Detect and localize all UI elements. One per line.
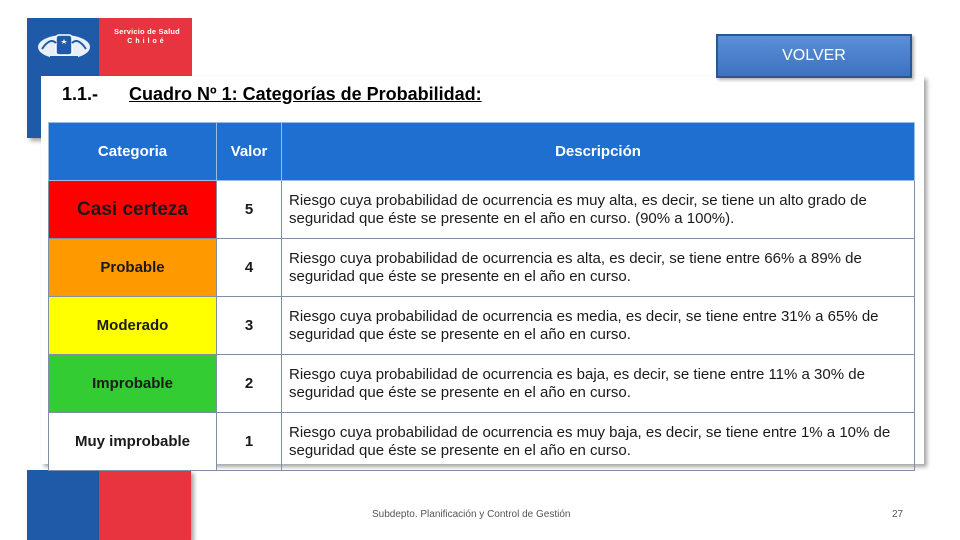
flag-blue-bottom — [27, 470, 99, 540]
value-cell: 5 — [217, 181, 282, 239]
flag-red-bottom — [99, 470, 191, 540]
category-cell: Improbable — [49, 355, 217, 413]
table-row — [49, 413, 915, 471]
logo-line-1: Servicio de Salud — [114, 27, 180, 36]
value-cell: 3 — [217, 297, 282, 355]
category-cell: Casi certeza — [49, 181, 217, 239]
logo-text — [104, 27, 190, 47]
description-cell: Riesgo cuya probabilidad de ocurrencia es muy alta, es decir, se tiene un alto grado de seguridad que éste se presente en el año en curso. (90% a 100%). — [282, 181, 915, 239]
coat-of-arms-icon — [36, 27, 92, 63]
table-row — [49, 239, 915, 297]
probability-table — [48, 122, 915, 471]
header-categoria: Categoria — [49, 123, 217, 181]
description-cell: Riesgo cuya probabilidad de ocurrencia es alta, es decir, se tiene entre 66% a 89% de seguridad que éste se presente en el año en curso. — [282, 239, 915, 297]
table-row — [49, 297, 915, 355]
category-cell: Muy improbable — [49, 413, 217, 471]
description-cell: Riesgo cuya probabilidad de ocurrencia es muy baja, es decir, se tiene entre 1% a 10% de seguridad que éste se presente en el año en curso. — [282, 413, 915, 471]
page-heading — [62, 84, 482, 105]
category-cell: Moderado — [49, 297, 217, 355]
description-cell: Riesgo cuya probabilidad de ocurrencia es media, es decir, se tiene entre 31% a 65% de seguridad que éste se presente en el año en curso. — [282, 297, 915, 355]
category-cell: Probable — [49, 239, 217, 297]
value-cell: 1 — [217, 413, 282, 471]
heading-title: Cuadro Nº 1: Categorías de Probabilidad: — [129, 84, 482, 104]
value-cell: 4 — [217, 239, 282, 297]
value-cell: 2 — [217, 355, 282, 413]
table-row — [49, 181, 915, 239]
page-number: 27 — [892, 509, 904, 520]
logo-line-2: Chiloé — [127, 38, 167, 45]
heading-number: 1.1.- — [62, 84, 99, 104]
description-cell: Riesgo cuya probabilidad de ocurrencia es baja, es decir, se tiene entre 11% a 30% de seguridad que éste se presente en el año en curso. — [282, 355, 915, 413]
header-valor: Valor — [217, 123, 282, 181]
volver-button[interactable]: VOLVER — [716, 34, 912, 78]
header-descripcion: Descripción — [282, 123, 915, 181]
footer-text: Subdepto. Planificación y Control de Gestión — [372, 509, 571, 520]
table-header-row — [49, 123, 915, 181]
table-row — [49, 355, 915, 413]
